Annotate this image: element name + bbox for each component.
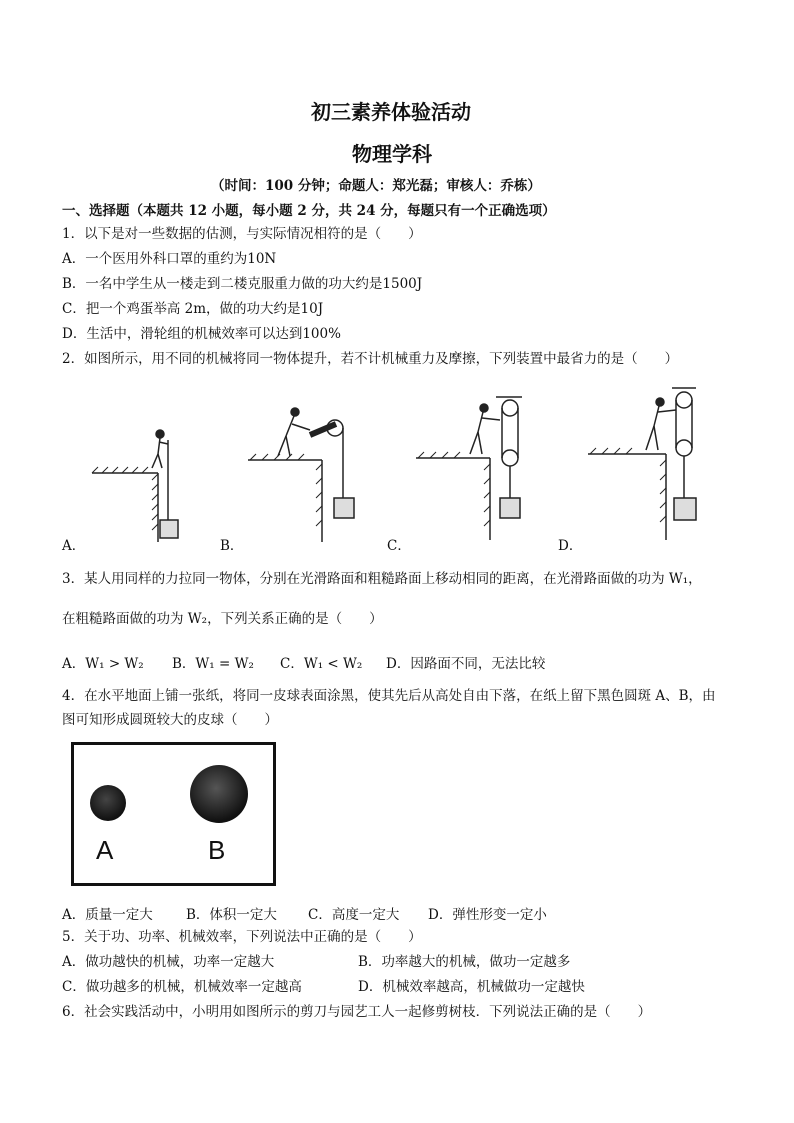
question-3-line-1: 3．某人用同样的力拉同一物体，分别在光滑路面和粗糙路面上移动相同的距离，在光滑路面做的功为 W₁， (62, 571, 702, 587)
figure-label-d: D． (558, 538, 583, 554)
spot-b (190, 765, 248, 823)
mechanism-figure (0, 380, 794, 560)
question-4-option-d: D．弹性形变一定小 (428, 907, 547, 923)
question-3-option-b: B．W₁ = W₂ (172, 656, 254, 672)
figure-a-direct-lift (92, 430, 178, 542)
circle-spots-figure (71, 742, 276, 886)
question-3-option-a: A．W₁ > W₂ (62, 656, 144, 672)
question-2-stem: 2．如图所示，用不同的机械将同一物体提升，若不计机械重力及摩擦，下列装置中最省力的是（ ） (62, 351, 679, 367)
exam-meta: （时间：100 分钟；命题人：郑光磊；审核人：乔栋） (211, 178, 541, 194)
spot-b-label: B (208, 835, 226, 865)
question-5-option-d: D．机械效率越高，机械做功一定越快 (358, 979, 585, 995)
section-heading: 一、选择题（本题共 12 小题，每小题 2 分，共 24 分，每题只有一个正确选项） (62, 203, 556, 219)
question-1-option-a: A．一个医用外科口罩的重约为10N (62, 251, 277, 267)
question-4-line-1: 4．在水平地面上铺一张纸，将同一皮球表面涂黑，使其先后从高处自由下落，在纸上留下黑色圆斑 A、B，由 (62, 688, 716, 704)
question-3-option-c: C．W₁ < W₂ (280, 656, 363, 672)
spot-a (90, 785, 126, 821)
subject-title: 物理学科 (352, 142, 432, 166)
question-3-line-2: 在粗糙路面做的功为 W₂，下列关系正确的是（ ） (62, 611, 383, 627)
figure-d-pulley (588, 388, 696, 540)
question-1-stem: 1．以下是对一些数据的估测，与实际情况相符的是（ ） (62, 226, 422, 242)
spot-a-label: A (96, 835, 114, 865)
figure-label-a: A． (62, 538, 86, 554)
question-4-option-a: A．质量一定大 (62, 907, 153, 923)
question-5-option-b: B．功率越大的机械，做功一定越多 (358, 954, 571, 970)
question-5-stem: 5．关于功、功率、机械效率，下列说法中正确的是（ ） (62, 929, 422, 945)
question-1-option-d: D．生活中，滑轮组的机械效率可以达到100% (62, 326, 341, 342)
figure-c-pulley (416, 397, 522, 540)
figure-label-c: C． (387, 538, 411, 554)
figure-b-winch (248, 408, 354, 542)
question-6-stem: 6．社会实践活动中，小明用如图所示的剪刀与园艺工人一起修剪树枝．下列说法正确的是（ ） (62, 1004, 652, 1020)
question-5-option-a: A．做功越快的机械，功率一定越大 (62, 954, 275, 970)
question-3-option-d: D．因路面不同，无法比较 (386, 656, 546, 672)
question-1-option-b: B．一名中学生从一楼走到二楼克服重力做的功大约是1500J (62, 276, 423, 292)
question-1-option-c: C．把一个鸡蛋举高 2m，做的功大约是10J (62, 301, 324, 317)
question-4-option-b: B．体积一定大 (186, 907, 277, 923)
question-4-option-c: C．高度一定大 (308, 907, 400, 923)
page-title: 初三素养体验活动 (311, 100, 471, 124)
question-5-option-c: C．做功越多的机械，机械效率一定越高 (62, 979, 302, 995)
question-4-line-2: 图可知形成圆斑较大的皮球（ ） (62, 712, 278, 728)
figure-label-b: B． (220, 538, 244, 554)
